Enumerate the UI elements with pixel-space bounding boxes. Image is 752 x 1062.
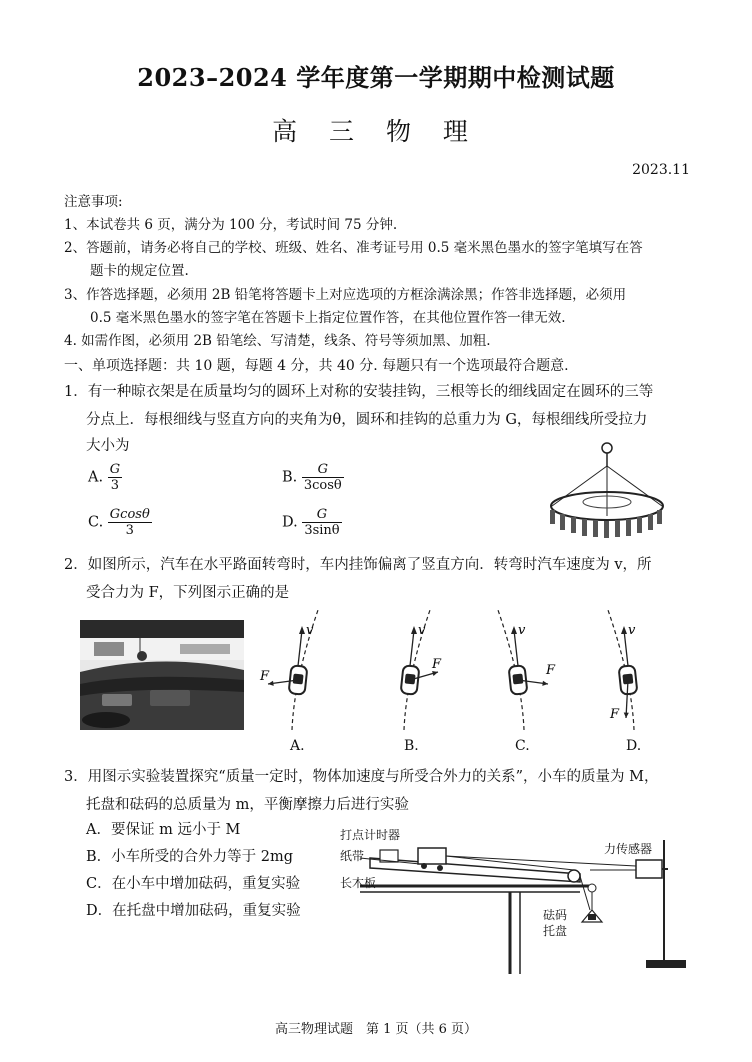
section-heading: 一、单项选择题：共 10 题，每题 4 分，共 40 分. 每题只有一个选项最符合题意. (64, 358, 569, 374)
velocity-label: v (306, 623, 314, 638)
q2-line: 受合力为 F，下列图示正确的是 (86, 585, 290, 601)
q2-line: 2．如图所示，汽车在水平路面转弯时，车内挂饰偏离了竖直方向．转弯时汽车速度为 v，所 (64, 557, 652, 573)
q1-line: 1．有一种晾衣架是在质量均匀的圆环上对称的安装挂钩，三根等长的细线固定在圆环的三等 (64, 384, 654, 400)
force-label: F (610, 707, 620, 722)
q2-car-diagrams (252, 608, 672, 738)
q1-option-a[interactable]: A. $\frac{G}{3}$ (88, 462, 121, 493)
label-timer: 打点计时器 (340, 828, 401, 842)
velocity-arrowhead (411, 626, 417, 634)
fraction: $\frac{G}{3\cos\theta}$ (303, 462, 342, 493)
q3-option-d[interactable]: D．在托盘中增加砝码，重复实验 (86, 903, 301, 919)
force-label: F (546, 663, 556, 678)
velocity-arrowhead (621, 626, 627, 634)
notice-item: 4. 如需作图，必须用 2B 铅笔绘、写清楚，线条、符号等须加黑、加粗. (64, 333, 491, 349)
exam-subtitle: 高 三 物 理 (272, 117, 480, 146)
label-sensor: 力传感器 (604, 842, 653, 856)
q2-caption-b: B. (404, 738, 419, 754)
force-arrowhead (624, 712, 629, 718)
exam-date: 2023.11 (632, 162, 690, 178)
velocity-label: v (518, 623, 526, 638)
car-roof (512, 674, 523, 685)
velocity-arrow (410, 630, 414, 666)
notice-item: 1、本试卷共 6 页，满分为 100 分，考试时间 75 分钟. (64, 217, 398, 233)
q3-option-b[interactable]: B．小车所受的合外力等于 2mg (86, 849, 294, 865)
notice-item: 0.5 毫米黑色墨水的签字笔在答题卡上指定位置作答，在其他位置作答一律无效. (90, 310, 566, 326)
car-roof (293, 674, 304, 685)
q3-line: 托盘和砝码的总质量为 m，平衡摩擦力后进行实验 (86, 797, 409, 813)
q1-option-d[interactable]: D. $\frac{G}{3\sin\theta}$ (282, 507, 340, 538)
velocity-arrowhead (511, 626, 517, 634)
velocity-arrowhead (299, 626, 305, 634)
q3-line: 3．用图示实验装置探究“质量一定时，物体加速度与所受合外力的关系”，小车的质量为 M， (64, 769, 659, 785)
q1-option-c[interactable]: C. $\frac{Gcos\theta}{3}$ (88, 507, 150, 538)
q2-caption-a: A. (290, 738, 305, 754)
force-label: F (260, 669, 270, 684)
q2-caption-c: C. (515, 738, 530, 754)
notice-item: 3、作答选择题，必须用 2B 铅笔将答题卡上对应选项的方框涂满涂黑；作答非选择题，必须用 (64, 287, 627, 303)
q1-line: 分点上．每根细线与竖直方向的夹角为θ，圆环和挂钩的总重力为 G，每根细线所受拉力 (86, 412, 648, 428)
page-footer: 高三物理试题 第 1 页（共 6 页） (274, 1022, 478, 1037)
fraction: $\frac{G}{3}$ (109, 462, 121, 493)
notice-item: 题卡的规定位置. (90, 263, 189, 279)
q3-option-c[interactable]: C．在小车中增加砝码，重复实验 (86, 876, 301, 892)
exam-title: 2023–2024 学年度第一学期期中检测试题 (137, 63, 615, 92)
fraction: $\frac{Gcos\theta}{3}$ (109, 507, 150, 538)
label-tray: 托盘 (543, 924, 568, 938)
q3-option-a[interactable]: A．要保证 m 远小于 M (86, 822, 241, 838)
force-label: F (432, 657, 442, 672)
drying-rack-figure (540, 438, 670, 550)
notice-item: 2、答题前，请务必将自己的学校、班级、姓名、准考证号用 0.5 毫米黑色墨水的签字笔填写在答 (64, 240, 643, 256)
velocity-label: v (628, 623, 636, 638)
label-tape: 纸带 (340, 849, 365, 863)
car-interior-photo (80, 620, 244, 730)
q1-option-b[interactable]: B. $\frac{G}{3\cos\theta}$ (282, 462, 342, 493)
label-weights: 砝码 (543, 908, 568, 922)
q3-apparatus-figure (330, 826, 710, 976)
velocity-label: v (418, 623, 426, 638)
velocity-arrow (298, 630, 302, 666)
notice-heading: 注意事项: (64, 194, 123, 210)
q2-caption-d: D. (626, 738, 642, 754)
q1-line: 大小为 (86, 438, 130, 454)
label-board: 长木板 (340, 876, 377, 890)
fraction: $\frac{G}{3\sin\theta}$ (304, 507, 340, 538)
